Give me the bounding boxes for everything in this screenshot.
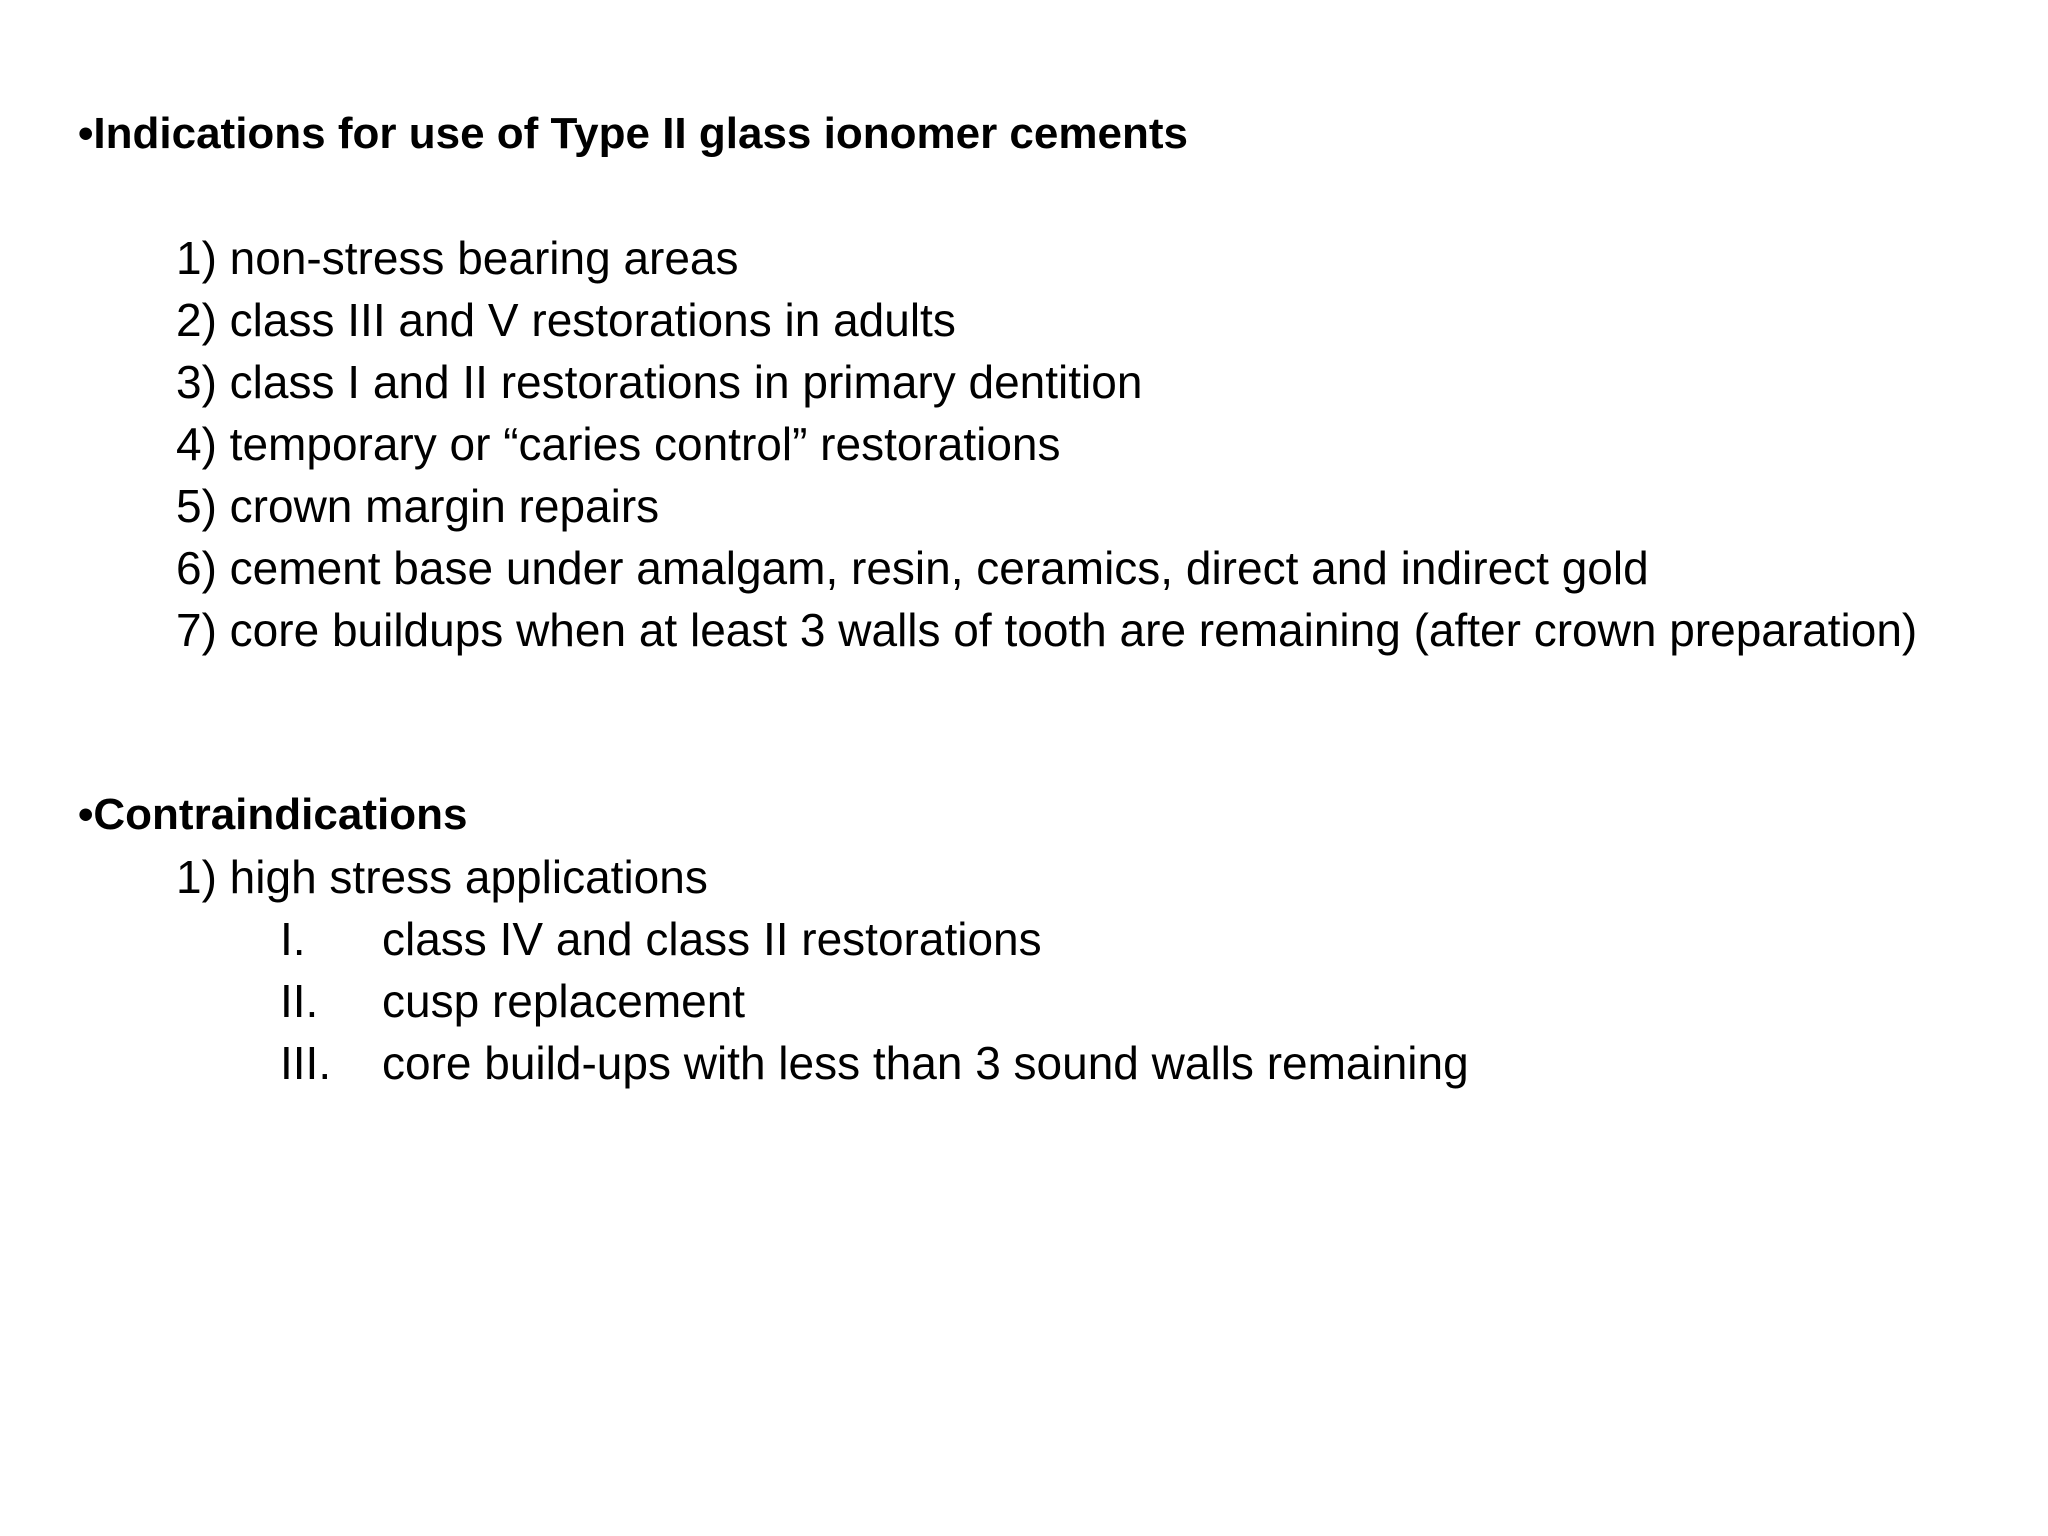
indication-item-5: 5) crown margin repairs xyxy=(176,480,660,532)
indication-item-7: 7) core buildups when at least 3 walls of tooth are remaining (after crown preparation) xyxy=(176,604,1918,656)
subitem-marker-3: III. xyxy=(280,1037,332,1089)
contraindication-item-1: 1) high stress applications xyxy=(176,851,708,903)
subitem-marker-2: II. xyxy=(280,975,319,1027)
contraindications-heading: •Contraindications xyxy=(78,790,468,839)
indication-item-4: 4) temporary or “caries control” restorations xyxy=(176,418,1061,470)
indication-item-6: 6) cement base under amalgam, resin, ceramics, direct and indirect gold xyxy=(176,542,1649,594)
subitem-text-1: class IV and class II restorations xyxy=(382,913,1042,965)
indications-heading: •Indications for use of Type II glass ionomer cements xyxy=(78,109,1188,158)
indication-item-2: 2) class III and V restorations in adults xyxy=(176,294,956,346)
subitem-marker-1: I. xyxy=(280,913,306,965)
subitem-text-3: core build-ups with less than 3 sound walls remaining xyxy=(382,1037,1469,1089)
indication-item-1: 1) non-stress bearing areas xyxy=(176,232,739,284)
subitem-text-2: cusp replacement xyxy=(382,975,746,1027)
indication-item-3: 3) class I and II restorations in primary dentition xyxy=(176,356,1143,408)
